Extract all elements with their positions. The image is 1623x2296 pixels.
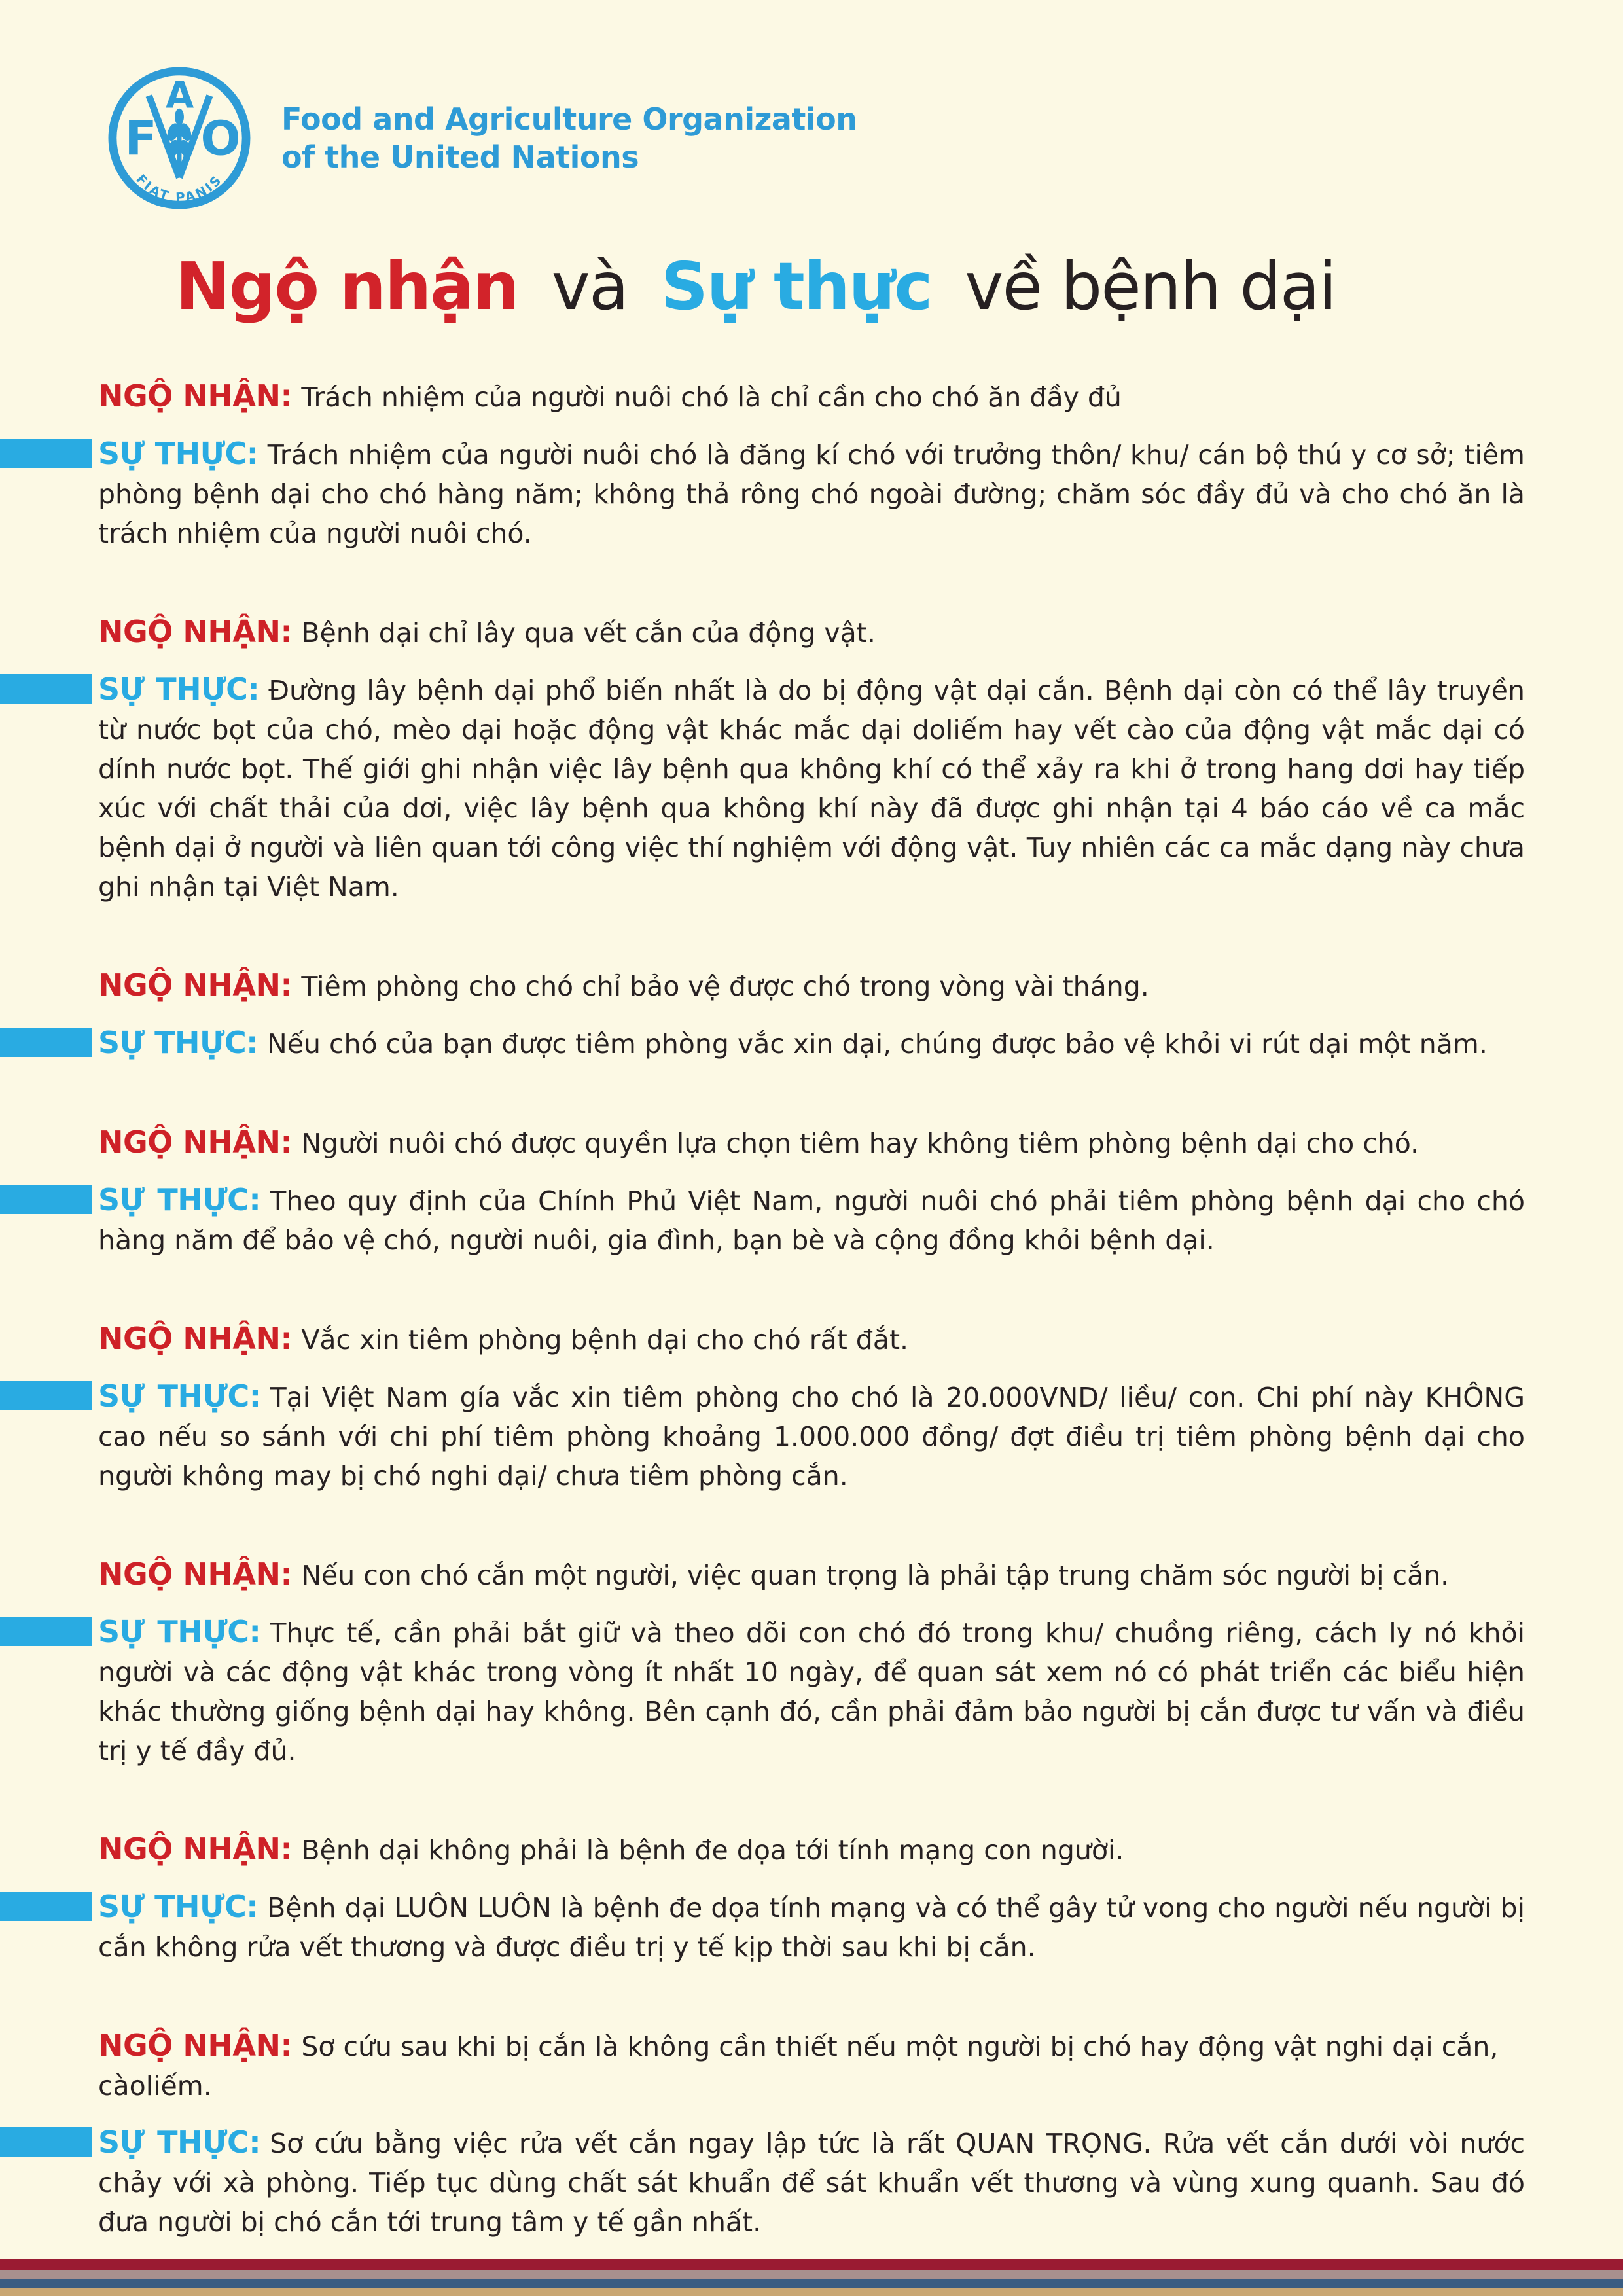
svg-text:O: O — [200, 111, 241, 166]
title-myth-word: Ngộ nhận — [175, 248, 518, 325]
myth-text: Sơ cứu sau khi bị cắn là không cần thiết nếu một người bị chó hay động vật nghi dại cắn, càoliếm. — [98, 2031, 1499, 2102]
fact-label: SỰ THỰC: — [98, 672, 260, 707]
fact-line — [98, 434, 1525, 553]
fact-text: Đường lây bệnh dại phổ biến nhất là do bị động vật dại cắn. Bệnh dại còn có thể lây truyền từ nước bọt của chó, mèo dại hoặc động vật khác mắc dại doliếm hay vết cào của động vật mắc dại có dính nước bọt. Thế giới ghi nhận việc lây bệnh qua không khí có thể xảy ra khi ở trong hang dơi hay tiếp xúc với chất thải của dơi, việc lây bệnh qua không khí này đã được ghi nhận tại 4 báo cáo về ca mắc bệnh dại ở người và liên quan tới công việc thí nghiệm với động vật. Tuy nhiên các ca mắc dạng này chưa ghi nhận tại Việt Nam. — [98, 675, 1525, 903]
myth-line — [98, 1829, 1525, 1870]
sections-list — [98, 376, 1525, 2242]
fao-brand-header — [103, 62, 1525, 214]
org-name — [281, 100, 857, 176]
fact-label: SỰ THỰC: — [98, 2125, 261, 2160]
myth-line — [98, 2026, 1525, 2106]
fact-text: Tại Việt Nam gía vắc xin tiêm phòng cho chó là 20.000VND/ liều/ con. Chi phí này KHÔNG cao nếu so sánh với chi phí tiêm phòng khoảng 1.000.000 đồng/ đợt điều trị tiêm phòng bệnh dại cho người không may bị chó nghi dại/ chưa tiêm phòng cắn. — [98, 1382, 1525, 1492]
fact-label: SỰ THỰC: — [98, 1025, 259, 1060]
fact-label: SỰ THỰC: — [98, 1182, 261, 1217]
fact-text: Sơ cứu bằng việc rửa vết cắn ngay lập tức là rất QUAN TRỌNG. Rửa vết cắn dưới vòi nước chảy với xà phòng. Tiếp tục dùng chất sát khuẩn để sát khuẩn vết thương và vùng xung quanh. Sau đó đưa người bị chó cắn tới trung tâm y tế gần nhất. — [98, 2128, 1525, 2238]
fact-text: Theo quy định của Chính Phủ Việt Nam, người nuôi chó phải tiêm phòng bệnh dại cho chó hàng năm để bảo vệ chó, người nuôi, gia đình, bạn bè và cộng đồng khỏi bệnh dại. — [98, 1185, 1525, 1256]
fact-accent-bar — [0, 1028, 92, 1057]
fact-row — [98, 1376, 1525, 1496]
fact-line — [98, 1887, 1525, 1967]
myth-text: Trách nhiệm của người nuôi chó là chỉ cần cho chó ăn đầy đủ — [301, 382, 1122, 413]
section-3 — [98, 965, 1525, 1064]
fact-label: SỰ THỰC: — [98, 1378, 261, 1414]
fact-row — [98, 2123, 1525, 2242]
fact-label: SỰ THỰC: — [98, 436, 259, 471]
myth-label: NGỘ NHẬN: — [98, 1831, 293, 1867]
fact-label: SỰ THỰC: — [98, 1614, 261, 1649]
myth-text: Tiêm phòng cho chó chỉ bảo vệ được chó trong vòng vài tháng. — [301, 971, 1149, 1002]
fact-accent-bar — [0, 1617, 92, 1646]
fact-line — [98, 1180, 1525, 1260]
fact-row — [98, 1023, 1525, 1064]
myth-line — [98, 1554, 1525, 1595]
myth-label: NGỘ NHẬN: — [98, 1124, 293, 1160]
fact-row — [98, 1612, 1525, 1770]
fao-logo-icon — [103, 62, 255, 214]
footer-stripe-red — [0, 2259, 1623, 2270]
section-8 — [98, 2026, 1525, 2242]
fact-text: Bệnh dại LUÔN LUÔN là bệnh đe dọa tính mạng và có thể gây tử vong cho người nếu người bị cắn không rửa vết thương và được điều trị y tế kịp thời sau khi bị cắn. — [98, 1892, 1525, 1963]
svg-text:F: F — [124, 111, 157, 166]
title-connector: và — [551, 248, 628, 325]
title-suffix: về bệnh dại — [965, 248, 1336, 325]
fact-text: Trách nhiệm của người nuôi chó là đăng kí chó với trưởng thôn/ khu/ cán bộ thú y cơ sở; tiêm phòng bệnh dại cho chó hàng năm; không thả rông chó ngoài đường; chăm sóc đầy đủ và cho chó ăn là trách nhiệm của người nuôi chó. — [98, 439, 1525, 549]
fact-accent-bar — [0, 674, 92, 704]
fact-row — [98, 1180, 1525, 1260]
fact-row — [98, 1887, 1525, 1967]
fao-motto: FIAT PANIS — [133, 171, 226, 206]
section-5 — [98, 1319, 1525, 1496]
section-7 — [98, 1829, 1525, 1967]
fact-line — [98, 2123, 1525, 2242]
myth-text: Nếu con chó cắn một người, việc quan trọng là phải tập trung chăm sóc người bị cắn. — [301, 1560, 1450, 1591]
fact-row — [98, 670, 1525, 906]
myth-label: NGỘ NHẬN: — [98, 378, 293, 414]
fact-accent-bar — [0, 1381, 92, 1410]
title-fact-word: Sự thực — [660, 248, 932, 325]
fact-text: Thực tế, cần phải bắt giữ và theo dõi con chó đó trong khu/ chuồng riêng, cách ly nó khỏi người và các động vật khác trong vòng ít nhất 10 ngày, để quan sát xem nó có phát triển các biểu hiện khác thường giống bệnh dại hay không. Bên cạnh đó, cần phải đảm bảo người bị cắn được tư vấn và điều trị y tế đầy đủ. — [98, 1617, 1525, 1767]
fact-line — [98, 1612, 1525, 1770]
footer-stripe-tan — [0, 2288, 1623, 2296]
fact-line — [98, 670, 1525, 906]
myth-label: NGỘ NHẬN: — [98, 1321, 293, 1356]
myth-text: Bệnh dại chỉ lây qua vết cắn của động vật. — [301, 617, 876, 649]
fact-line — [98, 1376, 1525, 1496]
myth-label: NGỘ NHẬN: — [98, 967, 293, 1003]
myth-text: Vắc xin tiêm phòng bệnh dại cho chó rất đắt. — [301, 1324, 909, 1355]
footer-stripe-blue — [0, 2279, 1623, 2288]
myth-line — [98, 612, 1525, 653]
section-6 — [98, 1554, 1525, 1770]
fact-accent-bar — [0, 1892, 92, 1921]
myth-label: NGỘ NHẬN: — [98, 2028, 293, 2063]
myth-label: NGỘ NHẬN: — [98, 1556, 293, 1592]
fact-row — [98, 434, 1525, 553]
myth-text: Người nuôi chó được quyền lựa chọn tiêm hay không tiêm phòng bệnh dại cho chó. — [301, 1128, 1419, 1159]
fact-label: SỰ THỰC: — [98, 1889, 259, 1924]
myth-text: Bệnh dại không phải là bệnh đe dọa tới tính mạng con người. — [301, 1835, 1124, 1866]
myth-line — [98, 1122, 1525, 1163]
fact-accent-bar — [0, 2127, 92, 2157]
myth-line — [98, 376, 1525, 417]
myth-line — [98, 965, 1525, 1006]
fact-text: Nếu chó của bạn được tiêm phòng vắc xin dại, chúng được bảo vệ khỏi vi rút dại một năm. — [267, 1028, 1488, 1060]
myth-line — [98, 1319, 1525, 1359]
section-2 — [98, 612, 1525, 906]
footer-stripes — [0, 2259, 1623, 2296]
page-title — [175, 248, 1525, 325]
myth-label: NGỘ NHẬN: — [98, 614, 293, 649]
fact-accent-bar — [0, 439, 92, 468]
section-4 — [98, 1122, 1525, 1260]
footer-stripe-mauve — [0, 2270, 1623, 2279]
fact-line — [98, 1023, 1525, 1064]
svg-text:A: A — [166, 74, 194, 117]
org-name-line2: of the United Nations — [281, 139, 639, 175]
org-name-line1: Food and Agriculture Organization — [281, 101, 857, 137]
section-1 — [98, 376, 1525, 553]
fact-accent-bar — [0, 1185, 92, 1214]
